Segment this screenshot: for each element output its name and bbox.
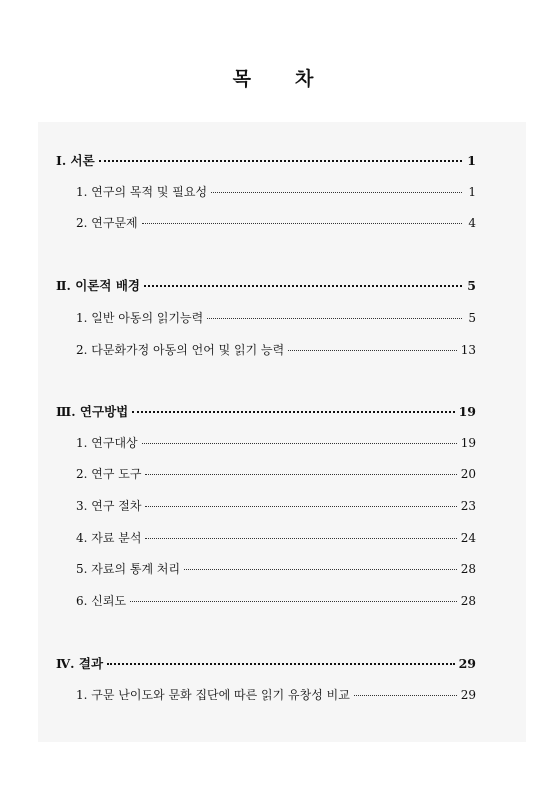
toc-page-number: 5 <box>467 278 476 293</box>
toc-page-number: 13 <box>460 343 476 357</box>
toc-page-number: 28 <box>460 562 476 576</box>
toc-section-1-1[interactable] <box>56 183 476 200</box>
toc-chapter-label: Ⅳ. 결과 <box>56 656 104 671</box>
title-char-2: 차 <box>295 68 314 90</box>
toc-section-label: 2. 다문화가정 아동의 언어 및 읽기 능력 <box>76 343 285 357</box>
toc-section-3-4[interactable] <box>56 529 476 546</box>
toc-page-number: 19 <box>458 404 476 419</box>
toc-page-number: 20 <box>460 467 476 481</box>
toc-page-number: 28 <box>460 594 476 608</box>
leader-dots <box>144 285 462 287</box>
toc-section-3-2[interactable] <box>56 465 476 482</box>
toc-section-label: 1. 일반 아동의 읽기능력 <box>76 311 204 325</box>
toc-section-3-1[interactable] <box>56 434 476 451</box>
toc-page-number: 23 <box>460 499 476 513</box>
toc-section-label: 1. 구문 난이도와 문화 집단에 따른 읽기 유창성 비교 <box>76 688 350 702</box>
toc-page-number: 4 <box>468 216 476 230</box>
leader-dots <box>107 663 455 665</box>
toc-chapter-4[interactable] <box>56 654 476 672</box>
toc-page-number: 1 <box>468 185 476 199</box>
toc-section-label: 2. 연구문제 <box>76 216 138 230</box>
toc-chapter-1[interactable] <box>56 151 476 169</box>
toc-page-number: 24 <box>460 531 476 545</box>
toc-section-label: 3. 연구 절차 <box>76 499 142 513</box>
toc-section-3-5[interactable] <box>56 560 476 577</box>
leader-dots <box>354 695 457 696</box>
toc-section-4-1[interactable] <box>56 686 476 703</box>
toc-section-label: 4. 자료 분석 <box>76 531 142 545</box>
toc-section-2-2[interactable] <box>56 341 476 358</box>
leader-dots <box>142 223 462 224</box>
toc-chapter-label: Ⅲ. 연구방법 <box>56 404 129 419</box>
leader-dots <box>211 192 462 193</box>
toc-page-number: 29 <box>458 656 476 671</box>
leader-dots <box>145 474 456 475</box>
toc-chapter-label: Ⅱ. 이론적 배경 <box>56 278 140 293</box>
title-char-1: 목 <box>232 68 251 90</box>
toc-chapter-label: Ⅰ. 서론 <box>56 153 95 168</box>
toc-section-label: 1. 연구대상 <box>76 436 138 450</box>
toc-page-number: 19 <box>460 436 476 450</box>
leader-dots <box>99 160 462 162</box>
toc-page-number: 5 <box>468 311 476 325</box>
toc-chapter-3[interactable] <box>56 402 476 420</box>
toc-section-label: 6. 신뢰도 <box>76 594 127 608</box>
leader-dots <box>288 350 457 351</box>
leader-dots <box>130 601 457 602</box>
toc-page-number: 29 <box>460 688 476 702</box>
page-title <box>0 64 546 91</box>
toc-section-1-2[interactable] <box>56 214 476 231</box>
toc-section-2-1[interactable] <box>56 309 476 326</box>
leader-dots <box>145 506 456 507</box>
toc-section-label: 5. 자료의 통계 처리 <box>76 562 181 576</box>
toc-page-number: 1 <box>467 153 476 168</box>
toc-section-label: 1. 연구의 목적 및 필요성 <box>76 185 208 199</box>
leader-dots <box>207 318 462 319</box>
leader-dots <box>132 411 454 413</box>
leader-dots <box>184 569 457 570</box>
leader-dots <box>142 443 457 444</box>
toc-section-label: 2. 연구 도구 <box>76 467 142 481</box>
leader-dots <box>145 538 456 539</box>
toc-section-3-3[interactable] <box>56 497 476 514</box>
toc-section-3-6[interactable] <box>56 592 476 609</box>
toc-chapter-2[interactable] <box>56 276 476 294</box>
